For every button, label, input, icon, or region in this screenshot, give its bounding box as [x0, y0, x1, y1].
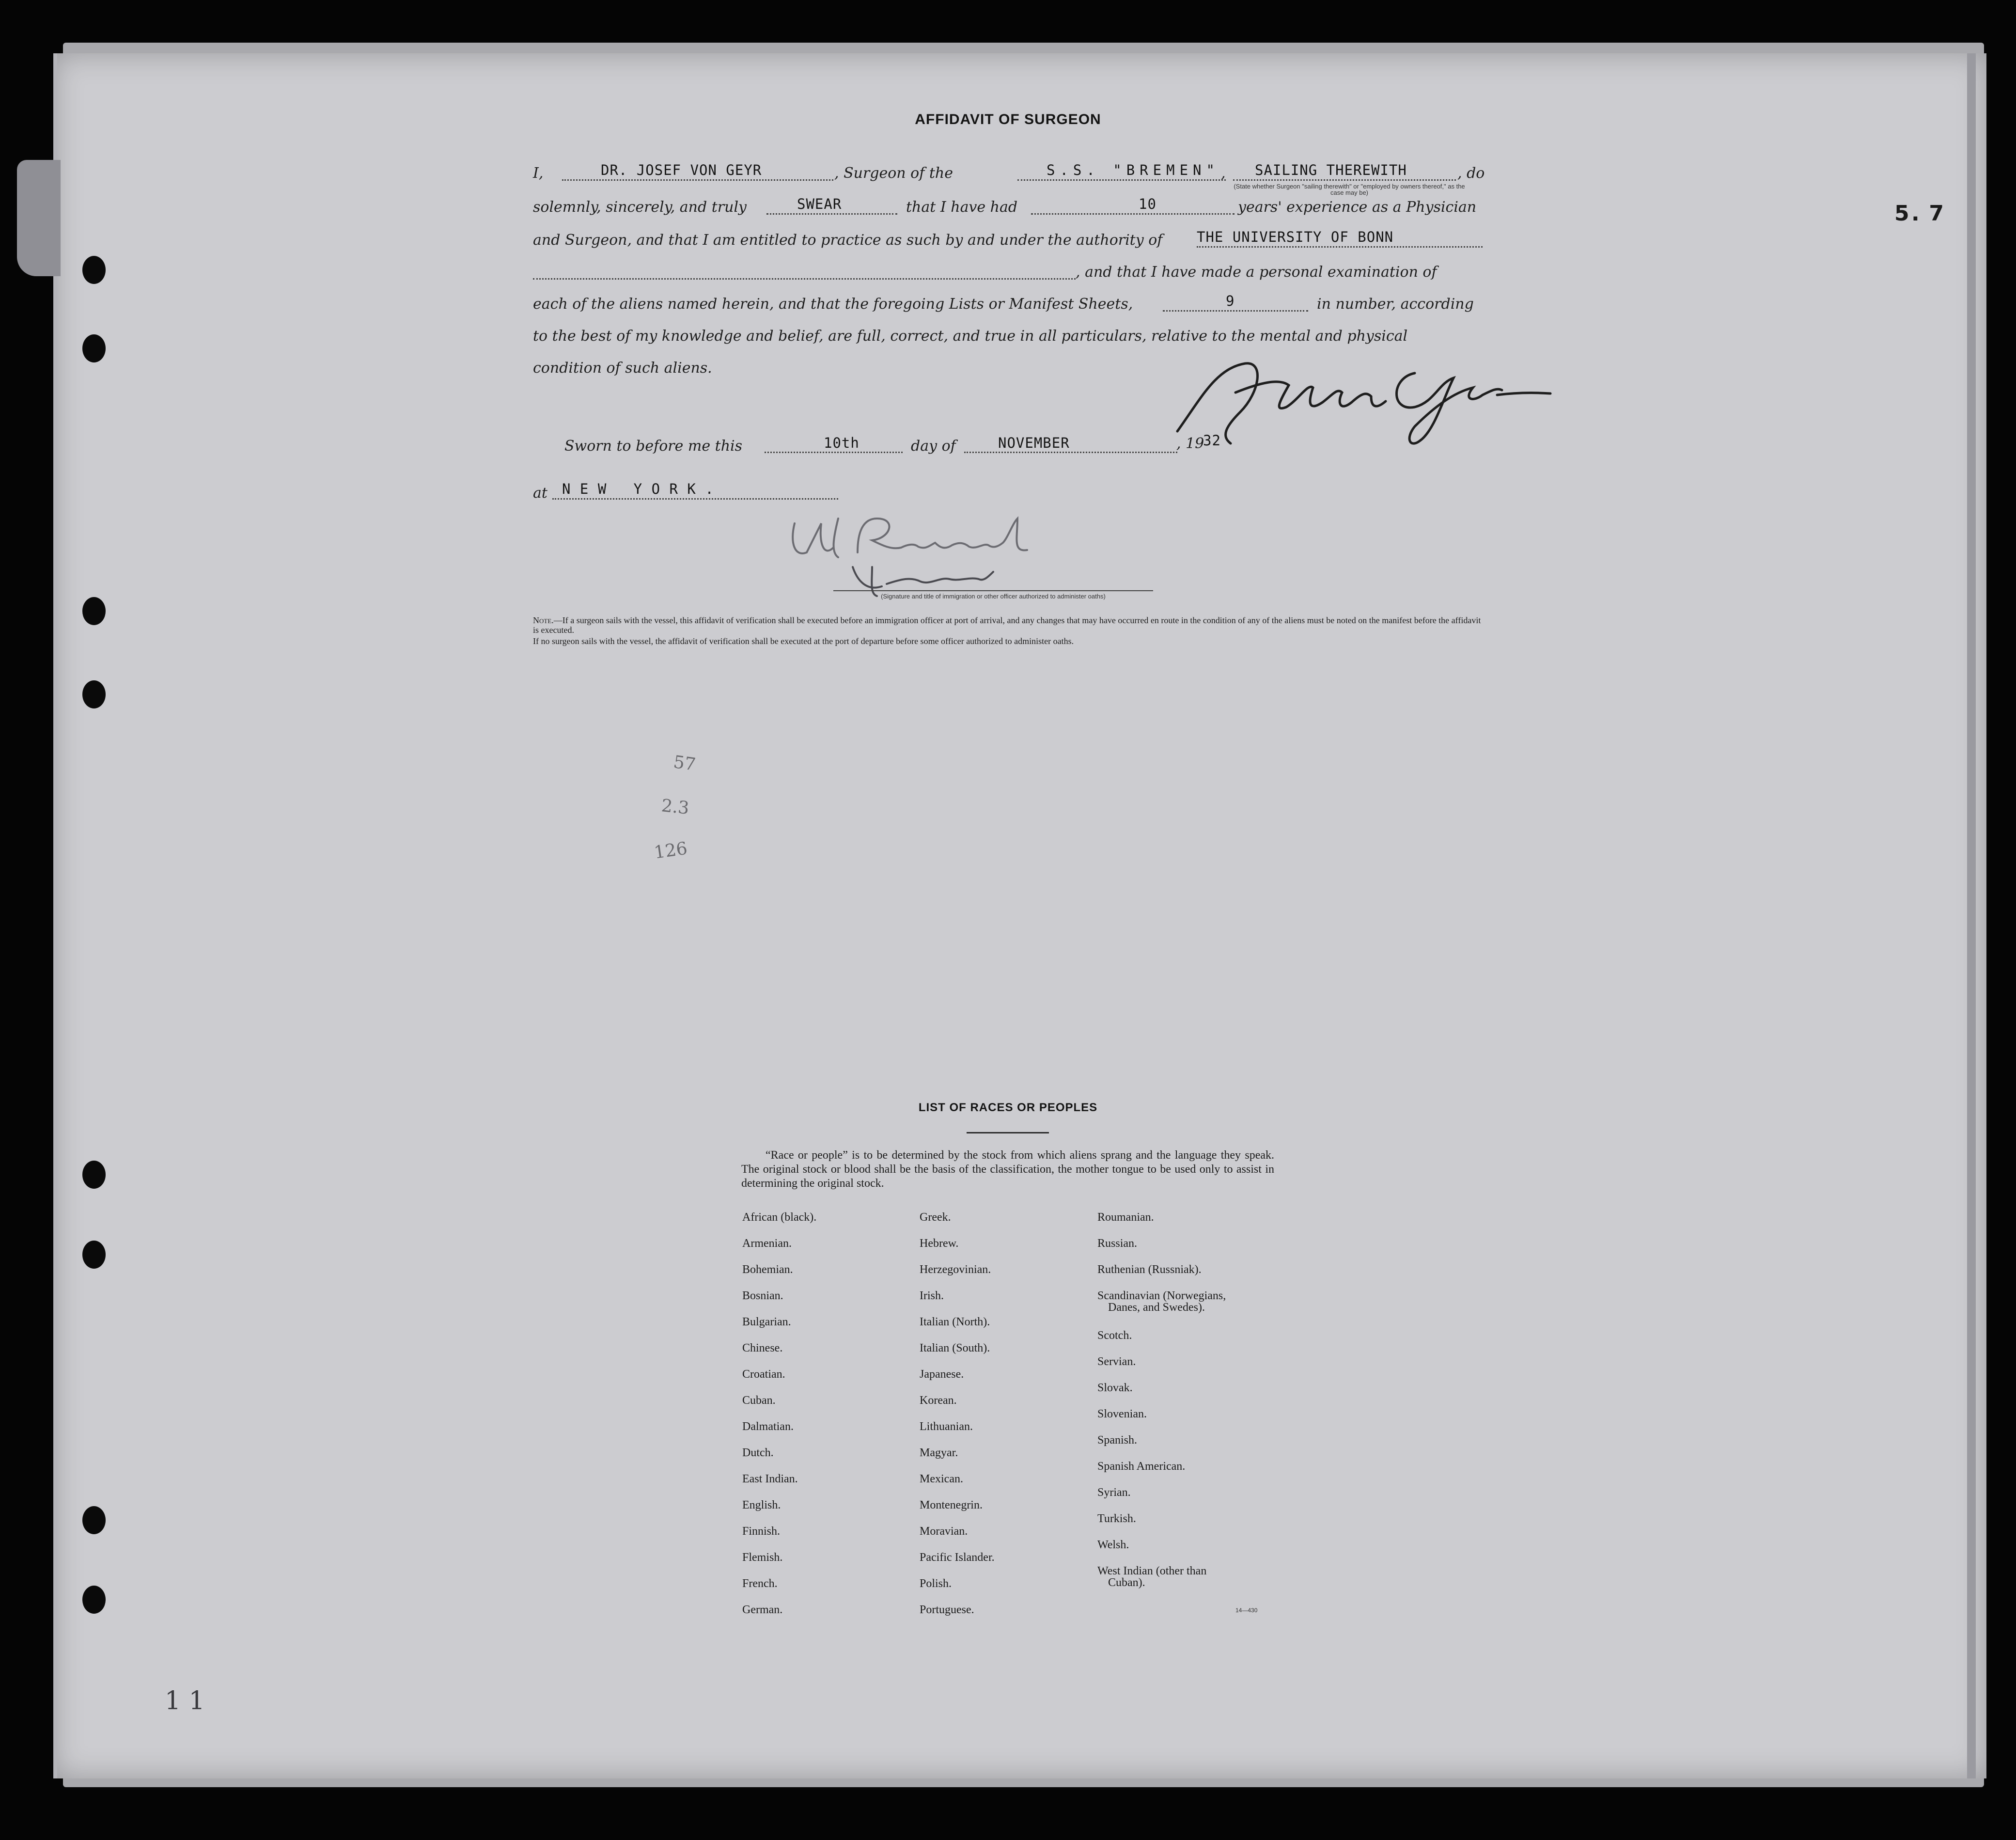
race-item: Moravian.	[920, 1525, 968, 1538]
month-line	[964, 452, 1177, 453]
race-item: Slovenian.	[1097, 1408, 1147, 1420]
races-column-2	[920, 1211, 995, 1630]
torn-corner	[17, 160, 61, 276]
page-edge-left	[53, 53, 57, 1778]
sailing-status: SAILING THEREWITH	[1255, 162, 1407, 178]
races-column-3	[1097, 1211, 1226, 1605]
note-text-1: —If a surgeon sails with the vessel, this affidavit of verification shall be executed before an immigration officer at port of arrival, and any changes that may have occurred en route in the condition of any of the aliens must be noted on the manifest before the affidavit is executed.	[533, 615, 1481, 635]
place-line	[552, 498, 838, 500]
race-item: Italian (South).	[920, 1342, 990, 1354]
punch-hole	[82, 1241, 106, 1269]
year-prefix: , 19	[1176, 435, 1204, 452]
race-item: Portuguese.	[920, 1604, 974, 1616]
pencil-mark: 1 1	[165, 1686, 205, 1715]
punch-hole	[82, 680, 106, 708]
years-value: 10	[1139, 196, 1156, 212]
form-number: 14—430	[1235, 1607, 1258, 1614]
line2-start: solemnly, sincerely, and truly	[533, 199, 747, 216]
note-text-2: If no surgeon sails with the vessel, the affidavit of verification shall be executed at the port of departure before some officer authorized to administer oaths.	[533, 636, 1074, 646]
affidavit-title: AFFIDAVIT OF SURGEON	[915, 111, 1101, 127]
line3-start: and Surgeon, and that I am entitled to practice as such by and under the authority of	[533, 232, 1163, 249]
race-item: Turkish.	[1097, 1512, 1136, 1525]
races-title-rule	[967, 1132, 1049, 1133]
race-item: Korean.	[920, 1394, 957, 1407]
race-item	[1097, 1290, 1226, 1330]
punch-hole	[82, 1506, 106, 1534]
punch-hole	[82, 1161, 106, 1189]
races-title: LIST OF RACES OR PEOPLES	[918, 1101, 1098, 1114]
race-item: Spanish American.	[1097, 1460, 1186, 1473]
race-item: Armenian.	[742, 1237, 792, 1250]
pencil-mark: 126	[653, 838, 689, 863]
race-item-line: Danes, and Swedes).	[1108, 1301, 1205, 1314]
race-item: Magyar.	[920, 1447, 958, 1459]
race-item: Lithuanian.	[920, 1420, 973, 1433]
race-item: Mexican.	[920, 1473, 963, 1485]
surgeon-of-label: , Surgeon of the	[834, 165, 953, 182]
race-item: Polish.	[920, 1577, 952, 1590]
officer-signature-line	[833, 590, 1153, 591]
line5-end: in number, according	[1317, 296, 1474, 313]
sailing-line	[1233, 179, 1456, 181]
race-item-line: Scandinavian (Norwegians,	[1097, 1290, 1226, 1302]
sworn-month: NOVEMBER	[998, 435, 1070, 451]
race-item-line: West Indian (other than	[1097, 1565, 1207, 1577]
race-item: Bulgarian.	[742, 1316, 791, 1328]
officer-caption: (Signature and title of immigration or other officer authorized to administer oaths)	[881, 593, 1106, 600]
sworn-day: 10th	[824, 435, 860, 451]
race-item: Greek.	[920, 1211, 951, 1224]
race-item: Roumanian.	[1097, 1211, 1154, 1224]
race-item: Slovak.	[1097, 1382, 1133, 1394]
line2-mid: that I have had	[906, 199, 1018, 216]
race-item: Cuban.	[742, 1394, 776, 1407]
pencil-mark: 2.3	[660, 796, 690, 818]
do-label: , do	[1457, 165, 1485, 182]
sheets-line	[1163, 310, 1308, 312]
punch-hole	[82, 256, 106, 284]
race-item: Welsh.	[1097, 1539, 1129, 1551]
race-item: Russian.	[1097, 1237, 1138, 1250]
race-item: Italian (North).	[920, 1316, 990, 1328]
race-item: Ruthenian (Russniak).	[1097, 1263, 1202, 1276]
note-paragraph-2	[533, 636, 1483, 646]
race-item-line: Cuban).	[1108, 1576, 1145, 1589]
surgeon-name: DR. JOSEF VON GEYR	[601, 162, 762, 178]
race-item: Bohemian.	[742, 1263, 793, 1276]
oath-word: SWEAR	[797, 196, 842, 212]
race-item: French.	[742, 1577, 778, 1590]
race-item: English.	[742, 1499, 781, 1511]
note-lead: Note.	[533, 615, 554, 625]
race-item: Scotch.	[1097, 1329, 1132, 1342]
day-of-label: day of	[911, 438, 956, 455]
race-item: Herzegovinian.	[920, 1263, 991, 1276]
race-item: East Indian.	[742, 1473, 798, 1485]
line2-end: years' experience as a Physician	[1238, 199, 1477, 216]
race-item: German.	[742, 1604, 783, 1616]
line5-start: each of the aliens named herein, and that the foregoing Lists or Manifest Sheets,	[533, 296, 1133, 313]
i-label: I,	[533, 165, 544, 182]
race-item: Servian.	[1097, 1355, 1136, 1368]
race-item: Croatian.	[742, 1368, 785, 1381]
race-item: Chinese.	[742, 1342, 783, 1354]
day-line	[765, 452, 903, 453]
sworn-label: Sworn to before me this	[564, 438, 743, 455]
race-item: Pacific Islander.	[920, 1551, 995, 1564]
sailing-note: (State whether Surgeon "sailing therewith" or "employed by owners thereof," as the case may be)	[1234, 183, 1465, 196]
punch-hole	[82, 1586, 106, 1614]
race-item: Montenegrin.	[920, 1499, 983, 1511]
race-item	[1097, 1565, 1226, 1605]
race-item: Finnish.	[742, 1525, 781, 1538]
race-item: Hebrew.	[920, 1237, 959, 1250]
sworn-place: N E W Y O R K .	[562, 481, 714, 497]
races-column-1	[742, 1211, 816, 1630]
line7: condition of such aliens.	[533, 360, 712, 377]
race-item: Irish.	[920, 1290, 944, 1302]
authority-line	[1197, 246, 1483, 248]
oath-line	[766, 213, 897, 215]
race-item: Bosnian.	[742, 1290, 783, 1302]
vessel-line	[1017, 179, 1226, 181]
race-item: Flemish.	[742, 1551, 783, 1564]
sheet-number-mark: 5 . 7	[1894, 201, 1944, 226]
at-label: at	[533, 485, 547, 502]
vessel-name: S.S. "BREMEN"	[1047, 162, 1219, 178]
race-item: African (black).	[742, 1211, 817, 1224]
race-item: Syrian.	[1097, 1486, 1131, 1499]
years-line	[1031, 213, 1235, 215]
race-item: Japanese.	[920, 1368, 964, 1381]
races-intro: “Race or people” is to be determined by the stock from which aliens sprang and the language they speak. The original stock or blood shall be the basis of the classification, the mother tongue to be used only to assist in determining the original stock.	[741, 1149, 1274, 1190]
note-paragraph-1	[533, 615, 1483, 635]
authority-line-2	[533, 278, 1076, 280]
race-item: Dutch.	[742, 1447, 774, 1459]
name-line	[562, 179, 833, 181]
line4-end: , and that I have made a personal examination of	[1076, 264, 1437, 281]
race-item: Spanish.	[1097, 1434, 1138, 1447]
pencil-mark: 57	[672, 752, 697, 775]
year-suffix: 32	[1203, 432, 1221, 449]
sheets-count: 9	[1226, 293, 1235, 309]
race-item: Dalmatian.	[742, 1420, 794, 1433]
line6: to the best of my knowledge and belief, are full, correct, and true in all particulars, relative to the mental and physical	[533, 328, 1408, 345]
authority: THE UNIVERSITY OF BONN	[1197, 229, 1394, 245]
comma: ,	[1221, 165, 1226, 182]
punch-hole	[82, 597, 106, 625]
page-edge-right	[1967, 53, 1976, 1778]
punch-hole	[82, 334, 106, 362]
